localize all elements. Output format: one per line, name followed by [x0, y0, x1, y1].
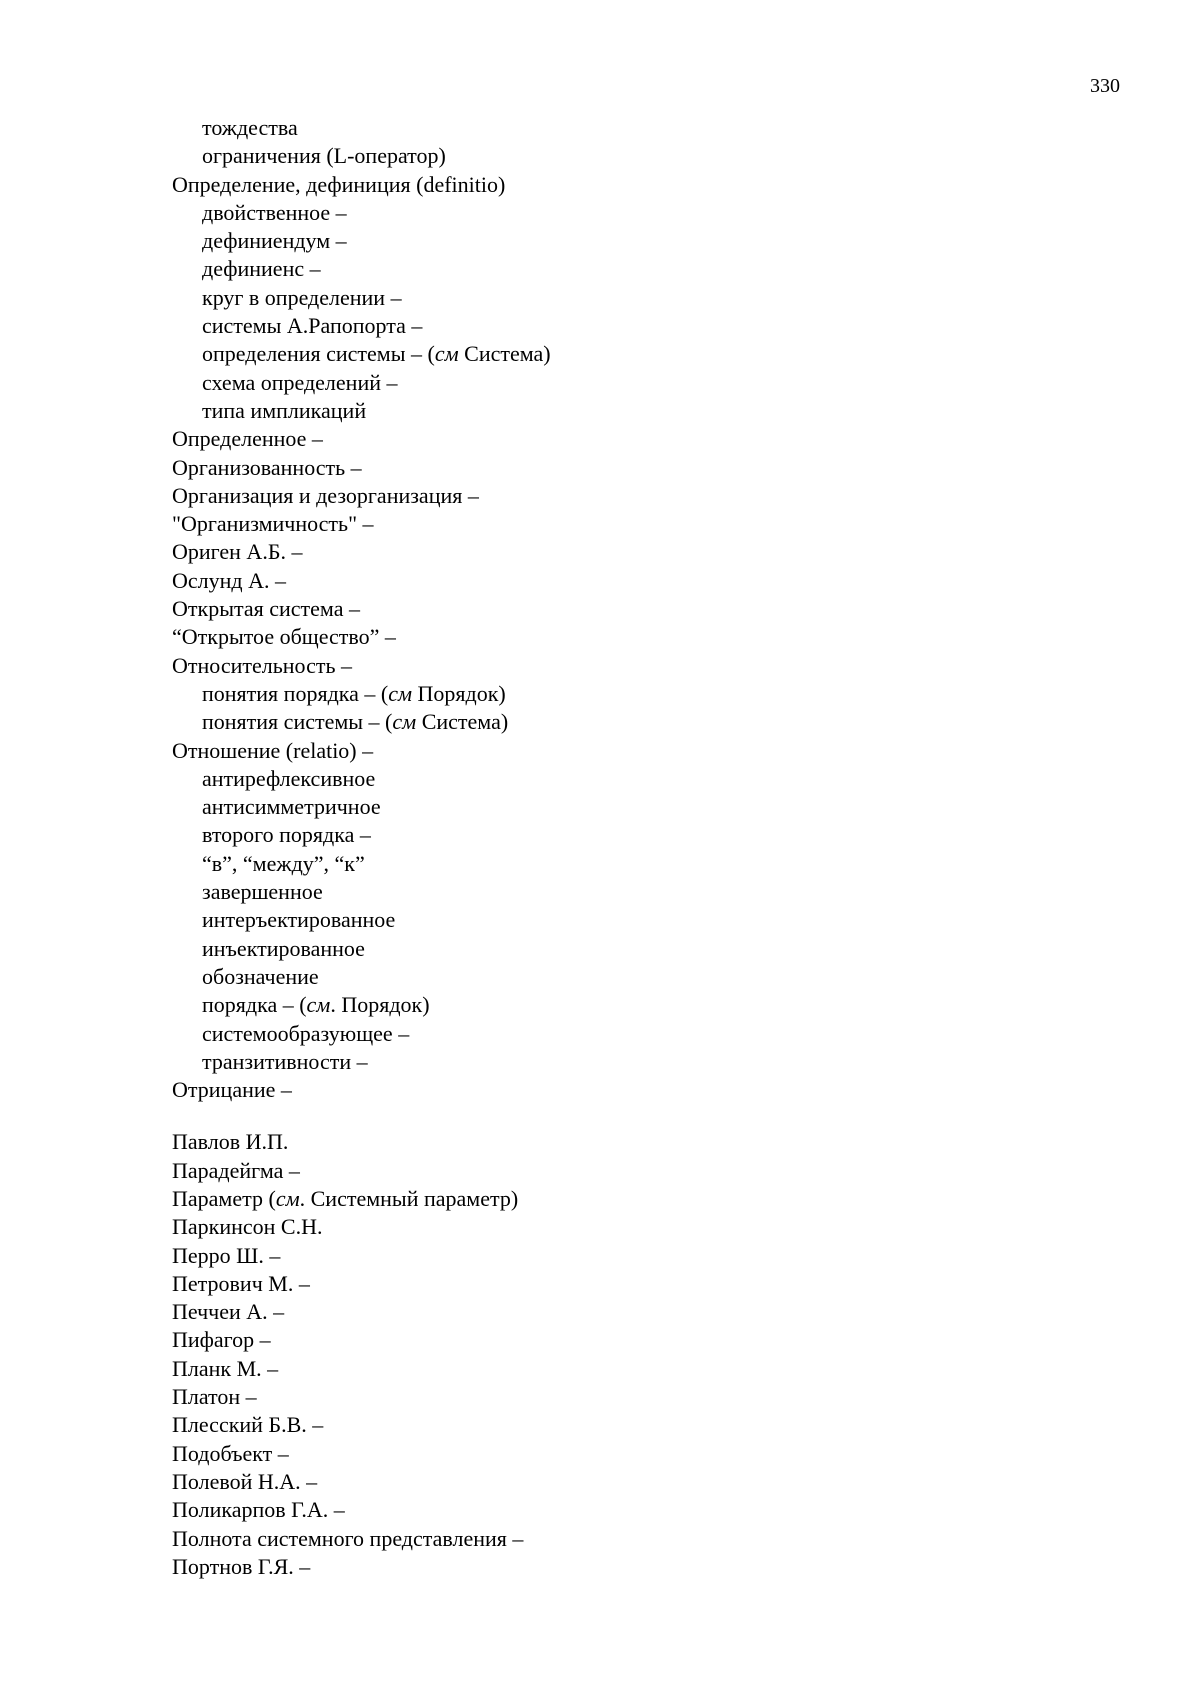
index-subentry — [172, 935, 1072, 963]
entry-text: Планк М. – — [172, 1355, 279, 1381]
index-subentry — [172, 765, 1072, 793]
entry-text: Параметр ( — [172, 1185, 276, 1211]
entry-text: завершенное — [202, 879, 323, 905]
entry-text: двойственное – — [202, 199, 347, 225]
cross-reference-marker: см — [275, 1185, 300, 1211]
index-entry — [172, 1383, 1072, 1411]
index-subentry — [172, 199, 1072, 227]
index-entry — [172, 623, 1072, 651]
index-entry — [172, 482, 1072, 510]
index-entry — [172, 1355, 1072, 1383]
entry-text: Плесский Б.В. – — [172, 1412, 324, 1438]
index-subentry — [172, 991, 1072, 1019]
index-entry — [172, 454, 1072, 482]
entry-text: Определенное – — [172, 426, 323, 452]
index-entry — [172, 1298, 1072, 1326]
entry-text: Организация и дезорганизация – — [172, 482, 479, 508]
entry-text: Определение, дефиниция (definitio) — [172, 171, 506, 197]
entry-text: интеръектированное — [202, 907, 396, 933]
entry-text: Печчеи А. – — [172, 1299, 285, 1325]
index-entry — [172, 1213, 1072, 1241]
entry-text: Полнота системного представления – — [172, 1525, 524, 1551]
cross-reference-target: Порядок) — [412, 680, 506, 706]
entry-text: “Открытое общество” – — [172, 624, 396, 650]
index-entry — [172, 1185, 1072, 1213]
index-entry — [172, 1553, 1072, 1581]
entry-text: антирефлексивное — [202, 765, 376, 791]
entry-text: Открытая система – — [172, 596, 360, 622]
entry-text: Петрович М. – — [172, 1270, 310, 1296]
entry-text: транзитивности – — [202, 1048, 368, 1074]
index-entry — [172, 652, 1072, 680]
cross-reference-target: . Системный параметр) — [299, 1185, 519, 1211]
index-subentry — [172, 708, 1072, 736]
entry-text: Относительность – — [172, 652, 352, 678]
index-entry — [172, 1440, 1072, 1468]
entry-text: Платон – — [172, 1384, 257, 1410]
entry-text: Ослунд А. – — [172, 567, 286, 593]
index-subentry — [172, 340, 1072, 368]
page-number: 330 — [1090, 75, 1120, 97]
entry-text: Паркинсон С.Н. — [172, 1214, 323, 1240]
index-subentry — [172, 1048, 1072, 1076]
entry-text: системы А.Рапопорта – — [202, 313, 423, 339]
index-entry — [172, 1270, 1072, 1298]
index-subentry — [172, 142, 1072, 170]
index-entry — [172, 1525, 1072, 1553]
entry-text: Отношение (relatio) – — [172, 737, 374, 763]
entry-text: второго порядка – — [202, 822, 371, 848]
cross-reference-target: . Порядок) — [330, 992, 430, 1018]
index-subentry — [172, 312, 1072, 340]
entry-text: схема определений – — [202, 369, 398, 395]
index-entry — [172, 1496, 1072, 1524]
entry-text: Портнов Г.Я. – — [172, 1553, 311, 1579]
entry-text: круг в определении – — [202, 284, 402, 310]
index-subentry — [172, 227, 1072, 255]
index-subentry — [172, 255, 1072, 283]
entry-text: обозначение — [202, 963, 319, 989]
index-entry — [172, 510, 1072, 538]
index-entry — [172, 595, 1072, 623]
entry-text: Павлов И.П. — [172, 1129, 289, 1155]
index-entry — [172, 1411, 1072, 1439]
entry-text: понятия системы – ( — [202, 709, 393, 735]
index-entry — [172, 737, 1072, 765]
cross-reference-marker: см — [306, 992, 331, 1018]
entry-text: Пифагор – — [172, 1327, 271, 1353]
entry-text: Перро Ш. – — [172, 1242, 281, 1268]
cross-reference-marker: см — [434, 341, 459, 367]
cross-reference-target: Система) — [458, 341, 551, 367]
entry-text: типа импликаций — [202, 397, 367, 423]
cross-reference-marker: см — [388, 680, 413, 706]
entry-text: “в”, “между”, “к” — [202, 850, 365, 876]
index-entry — [172, 1242, 1072, 1270]
cross-reference-target: Система) — [416, 709, 509, 735]
index-subentry — [172, 284, 1072, 312]
index-subentry — [172, 850, 1072, 878]
subject-index — [172, 114, 1072, 1581]
index-entry — [172, 1076, 1072, 1104]
entry-text: Ориген А.Б. – — [172, 539, 303, 565]
index-subentry — [172, 1020, 1072, 1048]
index-subentry — [172, 114, 1072, 142]
index-subentry — [172, 906, 1072, 934]
entry-text: Парадейгма – — [172, 1157, 300, 1183]
index-entry — [172, 1157, 1072, 1185]
index-subentry — [172, 397, 1072, 425]
index-subentry — [172, 963, 1072, 991]
entry-text: Полевой Н.А. – — [172, 1468, 318, 1494]
index-entry — [172, 1326, 1072, 1354]
entry-text: инъектированное — [202, 935, 365, 961]
index-entry — [172, 425, 1072, 453]
entry-text: дефиниендум – — [202, 228, 347, 254]
index-subentry — [172, 793, 1072, 821]
index-entry — [172, 1128, 1072, 1156]
entry-text: антисимметричное — [202, 794, 381, 820]
entry-text: порядка – ( — [202, 992, 307, 1018]
index-entry — [172, 171, 1072, 199]
entry-text: Отрицание – — [172, 1077, 292, 1103]
entry-text: определения системы – ( — [202, 341, 435, 367]
entry-text: понятия порядка – ( — [202, 680, 389, 706]
index-subentry — [172, 821, 1072, 849]
entry-text: "Организмичность" – — [172, 511, 374, 537]
entry-text: системообразующее – — [202, 1020, 410, 1046]
index-entry — [172, 567, 1072, 595]
entry-text: Подобъект – — [172, 1440, 289, 1466]
index-spacer — [172, 1104, 1072, 1128]
entry-text: тождества — [202, 115, 298, 140]
entry-text: дефиниенс – — [202, 256, 321, 282]
index-entry — [172, 538, 1072, 566]
entry-text: Поликарпов Г.А. – — [172, 1497, 345, 1523]
index-subentry — [172, 369, 1072, 397]
index-entry — [172, 1468, 1072, 1496]
entry-text: ограничения (L-оператор) — [202, 143, 446, 169]
index-subentry — [172, 680, 1072, 708]
index-subentry — [172, 878, 1072, 906]
entry-text: Организованность – — [172, 454, 362, 480]
cross-reference-marker: см — [392, 709, 417, 735]
